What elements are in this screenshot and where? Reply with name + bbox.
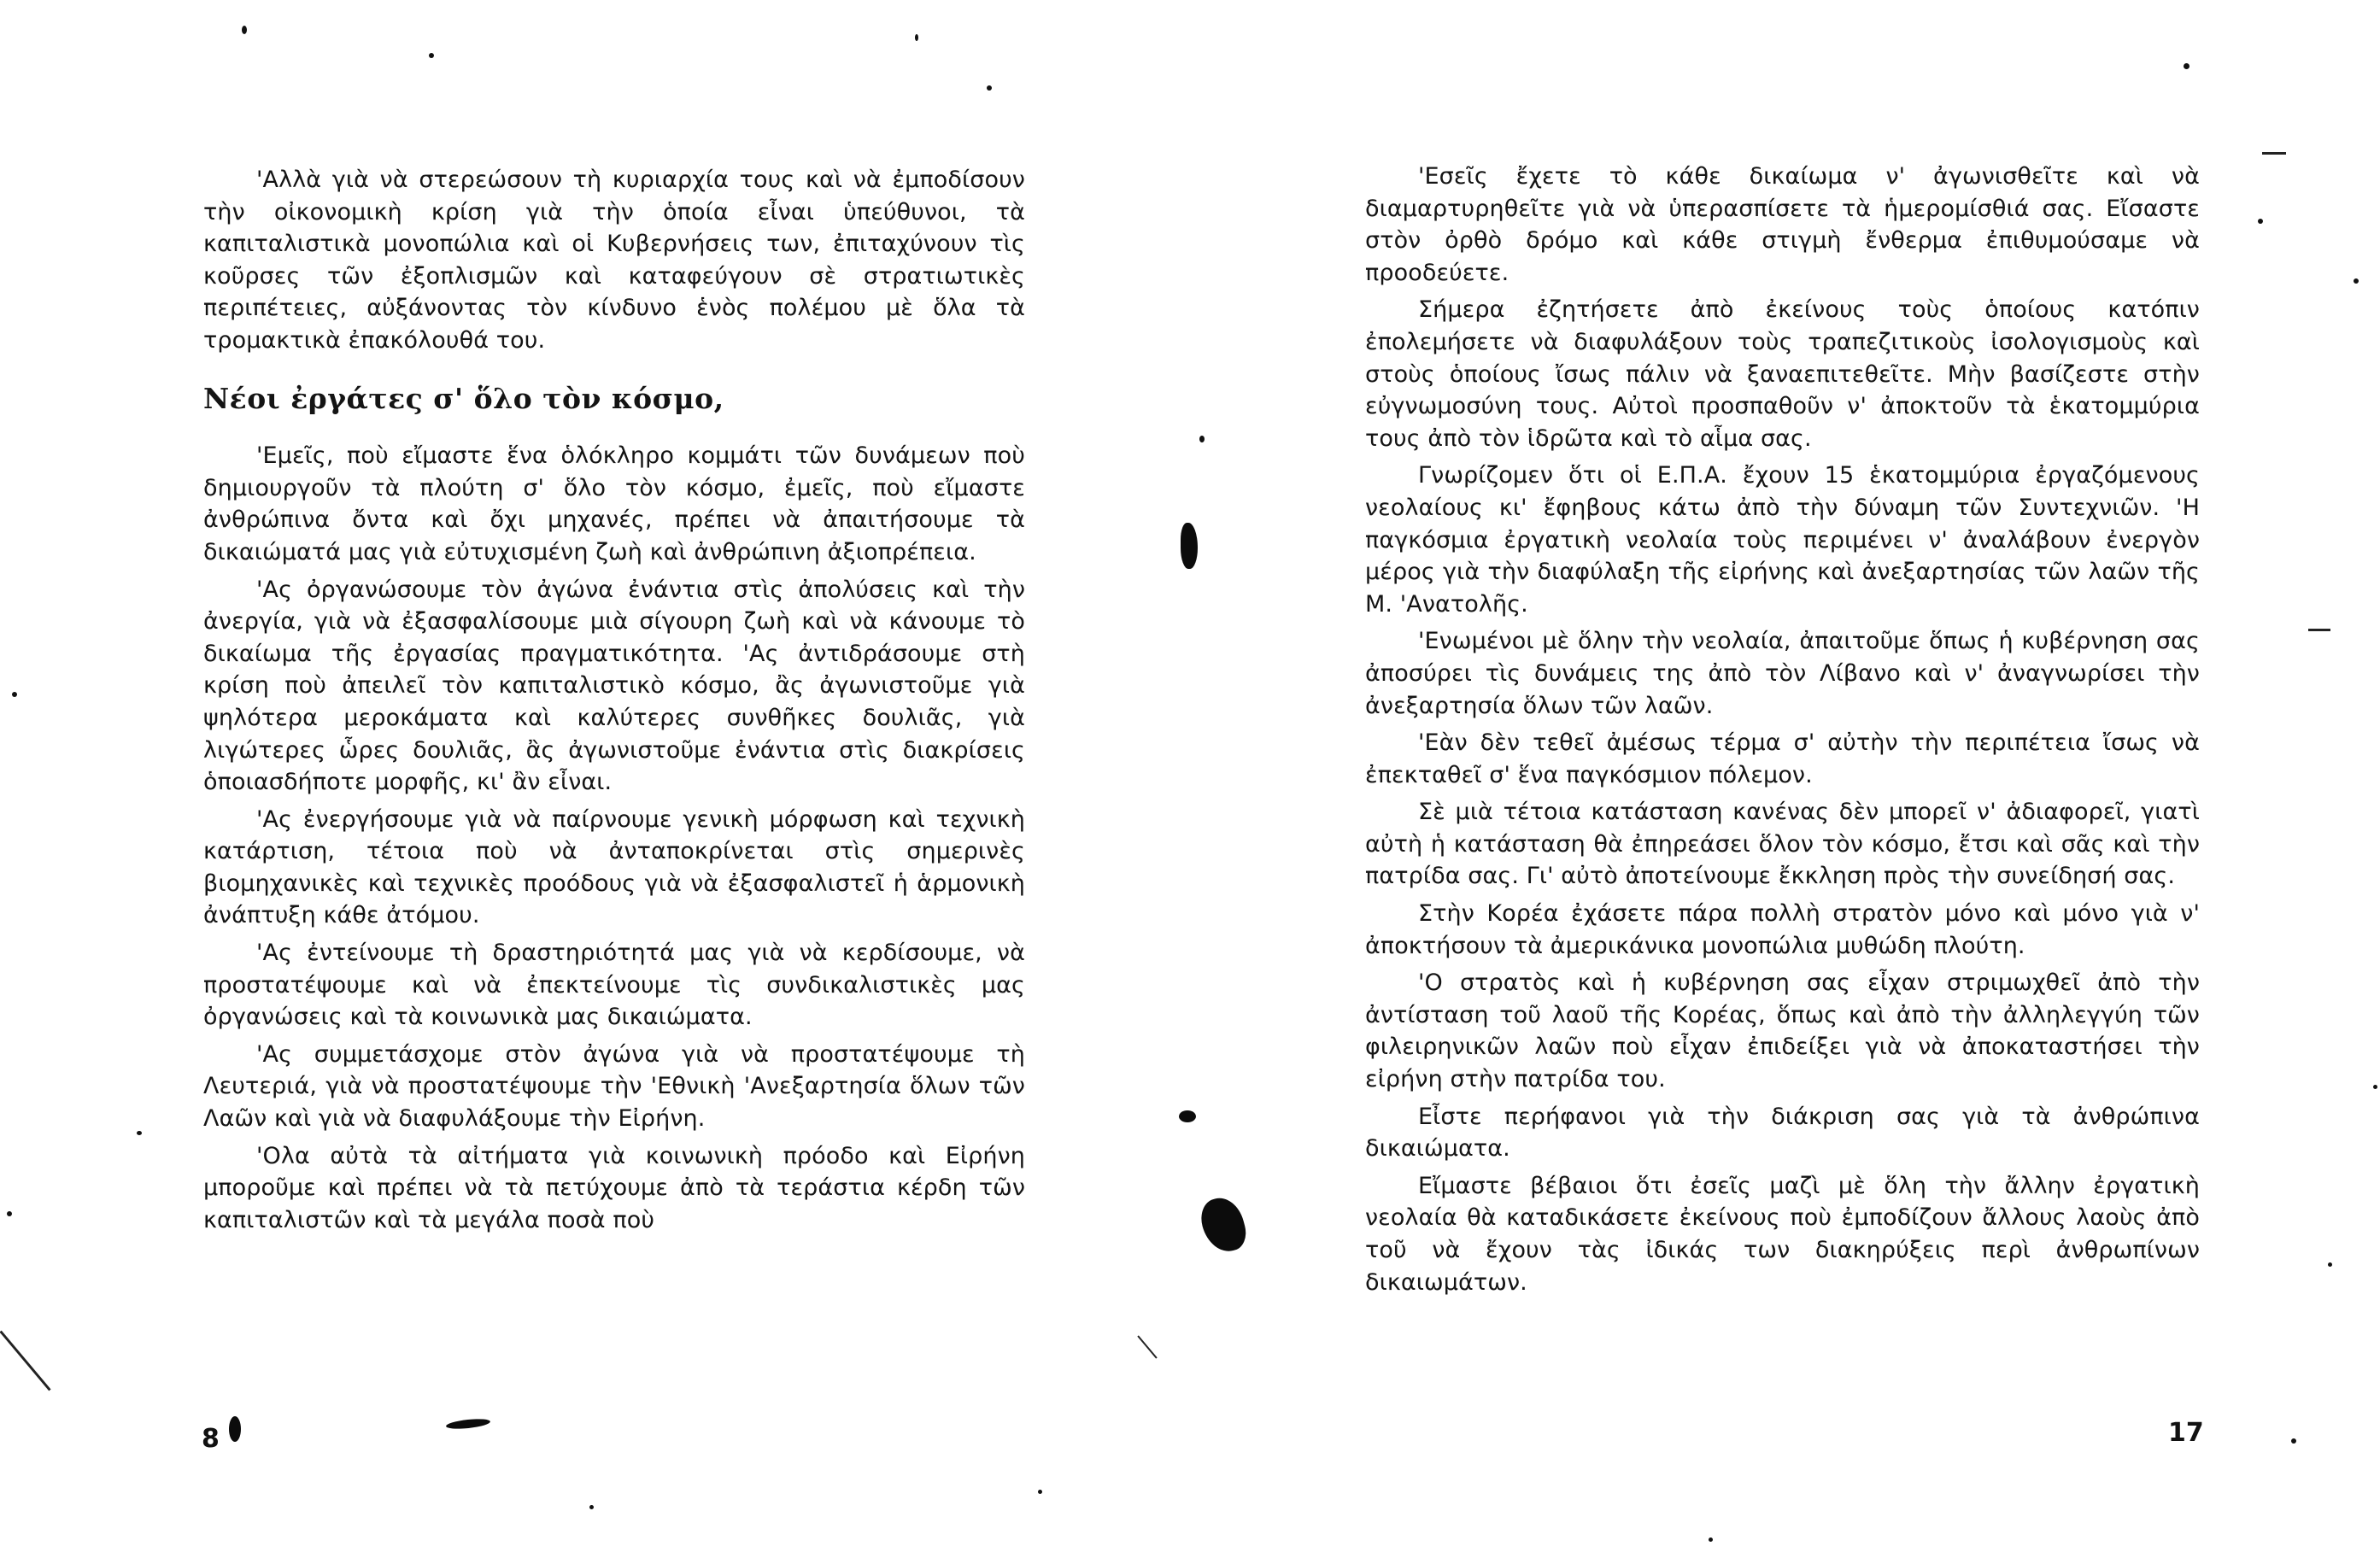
page-number-right: 17 — [2168, 1418, 2204, 1448]
speck — [2258, 219, 2263, 224]
stray-stroke — [2308, 629, 2330, 631]
speck — [7, 1211, 12, 1216]
speck — [12, 692, 17, 697]
speck — [915, 34, 918, 41]
speck — [2184, 63, 2189, 69]
left-paragraph: 'Εμεῖς, ποὺ εἴμαστε ἕνα ὁλόκληρο κομμάτι τῶν δυνάμεων ποὺ δημιουργοῦν τὰ πλούτη σ' ὅλο τὸν κόσμο, ἐμεῖς, ποὺ εἴμαστε ἀνθρώπινα ὄντα καὶ ὄχι μηχανές, πρέπει νὰ ἀπαιτήσουμε τὰ δικαιώματά μας γιὰ εὐτυχισμένη ζωὴ καὶ ἀνθρώπινη ἀξιοπρέπεια. — [203, 442, 1025, 565]
left-paragraph: 'Ας ἐνεργήσουμε γιὰ νὰ παίρνουμε γενικὴ μόρφωση καὶ τεχνικὴ κατάρτιση, τέτοια ποὺ νὰ ἀνταποκρίνεται στὶς σημερινὲς βιομηχανικὲς καὶ τεχνικὲς προόδους γιὰ νὰ ἐξασφαλιστεῖ ἡ ἁρμονικὴ ἀνάπτυξη κάθε ἀτόμου. — [203, 805, 1025, 929]
right-paragraph: Σὲ μιὰ τέτοια κατάσταση κανένας δὲν μπορεῖ ν' ἀδιαφορεῖ, γιατὶ αὐτὴ ἡ κατάσταση θὰ ἐπηρεάσει ὅλον τὸν κόσμο, ἔτσι καὶ σᾶς καὶ τὴν πατρίδα σας. Γι' αὐτὸ ἀποτείνουμε ἔκκληση πρὸς τὴν συνείδησή σας. — [1365, 799, 2200, 890]
right-paragraph: Γνωρίζομεν ὅτι οἱ Ε.Π.Α. ἔχουν 15 ἑκατομμύρια ἐργαζόμενους νεολαίους κι' ἔφηβους κάτω ἀπὸ τὴν δύναμη τῶν Συντεχνιῶν. 'Η παγκόσμια ἐργατικὴ νεολαία τοὺς περιμένει ν' ἀναλάβουν ἐνεργὸν μέρος γιὰ τὴν διαφύλαξη τῆς εἰρήνης καὶ ἀνεξαρτησίας τῶν λαῶν τῆς Μ. 'Ανατολῆς. — [1365, 462, 2200, 618]
section-heading: Νέοι ἐργάτες σ' ὅλο τὸν κόσμο, — [203, 381, 724, 415]
speck — [2373, 1085, 2377, 1089]
right-paragraph: Εἶστε περήφανοι γιὰ τὴν διάκριση σας γιὰ τὰ ἀνθρώπινα δικαιώματα. — [1365, 1103, 2200, 1163]
speck — [2354, 278, 2359, 284]
speck — [2328, 1262, 2332, 1267]
speck — [429, 53, 434, 58]
speck — [1199, 436, 1205, 442]
stray-stroke — [2262, 152, 2286, 155]
speck — [987, 85, 992, 91]
left-paragraph: 'Ας ὀργανώσουμε τὸν ἀγώνα ἐνάντια στὶς ἀπολύσεις καὶ τὴν ἀνεργία, γιὰ νὰ ἐξασφαλίσουμε μιὰ σίγουρη ζωὴ καὶ νὰ κάνουμε τὸ δικαίωμα τῆς ἐργασίας πραγματικότητα. 'Ας ἀντιδράσουμε στὴ κρίση ποὺ ἀπειλεῖ τὸν καπιταλιστικὸ κόσμο, ἂς ἀγωνιστοῦμε γιὰ ψηλότερα μεροκάματα καὶ καλύτερες συνθῆκες δουλιᾶς, γιὰ λιγώτερες ὧρες δουλιᾶς, ἂς ἀγωνιστοῦμε ἐνάντια στὶς διακρίσεις ὁποιασδήποτε μορφῆς, κι' ἂν εἶναι. — [203, 576, 1025, 796]
ink-blot — [229, 1416, 241, 1442]
right-paragraph: 'Ενωμένοι μὲ ὅλην τὴν νεολαία, ἀπαιτοῦμε ὅπως ἡ κυβέρνηση σας ἀποσύρει τὶς δυνάμεις της ἀπὸ τὸν Λίβανο καὶ ν' ἀναγνωρίσει τὴν ἀνεξαρτησία ὅλων τῶν λαῶν. — [1365, 628, 2200, 719]
right-paragraph: Σήμερα ἐζητήσετε ἀπὸ ἐκείνους τοὺς ὁποίους κατόπιν ἐπολεμήσετε νὰ διαφυλάξουν τοὺς τραπεζιτικοὺς ἰσολογισμοὺς καὶ στοὺς ὁποίους ἴσως πάλιν νὰ ξαναεπιτεθεῖτε. Μὴν βασίζεστε στὴν εὐγνωμοσύνη τους. Αὐτοὶ προσπαθοῦν ν' ἀποκτοῦν τὰ ἑκατομμύρια τους ἀπὸ τὸν ἱδρῶτα καὶ τὸ αἷμα σας. — [1365, 296, 2200, 452]
right-page-text — [1365, 161, 2200, 1303]
right-paragraph: 'Ο στρατὸς καὶ ἡ κυβέρνηση σας εἶχαν στριμωχθεῖ ἀπὸ τὴν ἀντίσταση τοῦ λαοῦ τῆς Κορέας, ὅπως καὶ ἀπὸ τὴν ἀλληλεγγύη τῶν φιλειρηνικῶν λαῶν ποὺ εἶχαν ἐπιδείξει γιὰ νὰ ἀποκαταστήσει τὴν εἰρήνη στὴν πατρίδα του. — [1365, 969, 2200, 1093]
speck — [2291, 1438, 2296, 1444]
right-paragraph: Στὴν Κορέα ἐχάσετε πάρα πολλὴ στρατὸν μόνο καὶ μόνο γιὰ ν' ἀποκτήσουν τὰ ἀμερικάνικα μονοπώλια μυθώδη πλούτη. — [1365, 900, 2200, 959]
left-page-text — [203, 164, 1025, 1241]
left-paragraph: 'Ας ἐντείνουμε τὴ δραστηριότητά μας γιὰ νὰ κερδίσουμε, νὰ προστατέψουμε καὶ νὰ ἐπεκτείνουμε τὶς συνδικαλιστικὲς μας ὀργανώσεις καὶ τὰ κοινωνικὰ μας δικαιώματα. — [203, 940, 1025, 1031]
ink-blot — [1179, 1110, 1196, 1122]
speck — [1038, 1490, 1042, 1494]
page-number-left: 8 — [202, 1424, 220, 1454]
right-paragraph: 'Εὰν δὲν τεθεῖ ἀμέσως τέρμα σ' αὐτὴν τὴν περιπέτεια ἴσως νὰ ἐπεκταθεῖ σ' ἕνα παγκόσμιον πόλεμον. — [1365, 729, 2200, 788]
speck — [242, 26, 247, 34]
left-paragraph: 'Ας συμμετάσχομε στὸν ἀγώνα γιὰ νὰ προστατέψουμε τὴ Λευτεριά, γιὰ νὰ προστατέψουμε τὴν 'Εθνικὴ 'Ανεξαρτησία ὅλων τῶν Λαῶν καὶ γιὰ νὰ διαφυλάξουμε τὴν Εἰρήνη. — [203, 1040, 1025, 1133]
right-page — [1190, 0, 2380, 1558]
left-intro-paragraph: 'Αλλὰ γιὰ νὰ στερεώσουν τὴ κυριαρχία τους καὶ νὰ ἐμποδίσουν τὴν οἰκονομικὴ κρίση γιὰ τὴν ὁποία εἶναι ὑπεύθυνοι, τὰ καπιταλιστικὰ μονοπώλια καὶ οἱ Κυβερνήσεις των, ἐπιταχύνουν τὶς κοῦρσες τῶν ἐξοπλισμῶν καὶ καταφεύγουν σὲ στρατιωτικὲς περιπέτειες, αὐξάνοντας τὸν κίνδυνο ἑνὸς πολέμου μὲ ὅλα τὰ τρομακτικὰ ἐπακόλουθά του. — [203, 167, 1025, 354]
left-paragraph: 'Ολα αὐτὰ τὰ αἰτήματα γιὰ κοινωνικὴ πρόοδο καὶ Εἰρήνη μποροῦμε καὶ πρέπει νὰ τὰ πετύχουμε ἀπὸ τὰ τεράστια κέρδη τῶν καπιταλιστῶν καὶ τὰ μεγάλα ποσὰ ποὺ — [203, 1142, 1025, 1233]
speck — [589, 1505, 594, 1509]
speck — [137, 1131, 142, 1135]
right-paragraph: 'Εσεῖς ἔχετε τὸ κάθε δικαίωμα ν' ἀγωνισθεῖτε καὶ νὰ διαμαρτυρηθεῖτε γιὰ νὰ ὑπερασπίσετε τὰ ἡμερομίσθιά σας. Εἴσαστε στὸν ὀρθὸ δρόμο καὶ κάθε στιγμὴ ἔνθερμα ἐπιθυμούσαμε νὰ προοδεύετε. — [1365, 163, 2200, 286]
speck — [1709, 1538, 1713, 1542]
right-paragraph: Εἴμαστε βέβαιοι ὅτι ἐσεῖς μαζὶ μὲ ὅλη τὴν ἄλλην ἐργατικὴ νεολαία θὰ καταδικάσετε ἐκείνους ποὺ ἐμποδίζουν ἄλλους λαοὺς ἀπὸ τοῦ νὰ ἔχουν τὰς ἰδικάς των διακηρύξεις περὶ ἀνθρωπίνων δικαιωμάτων. — [1365, 1172, 2200, 1296]
